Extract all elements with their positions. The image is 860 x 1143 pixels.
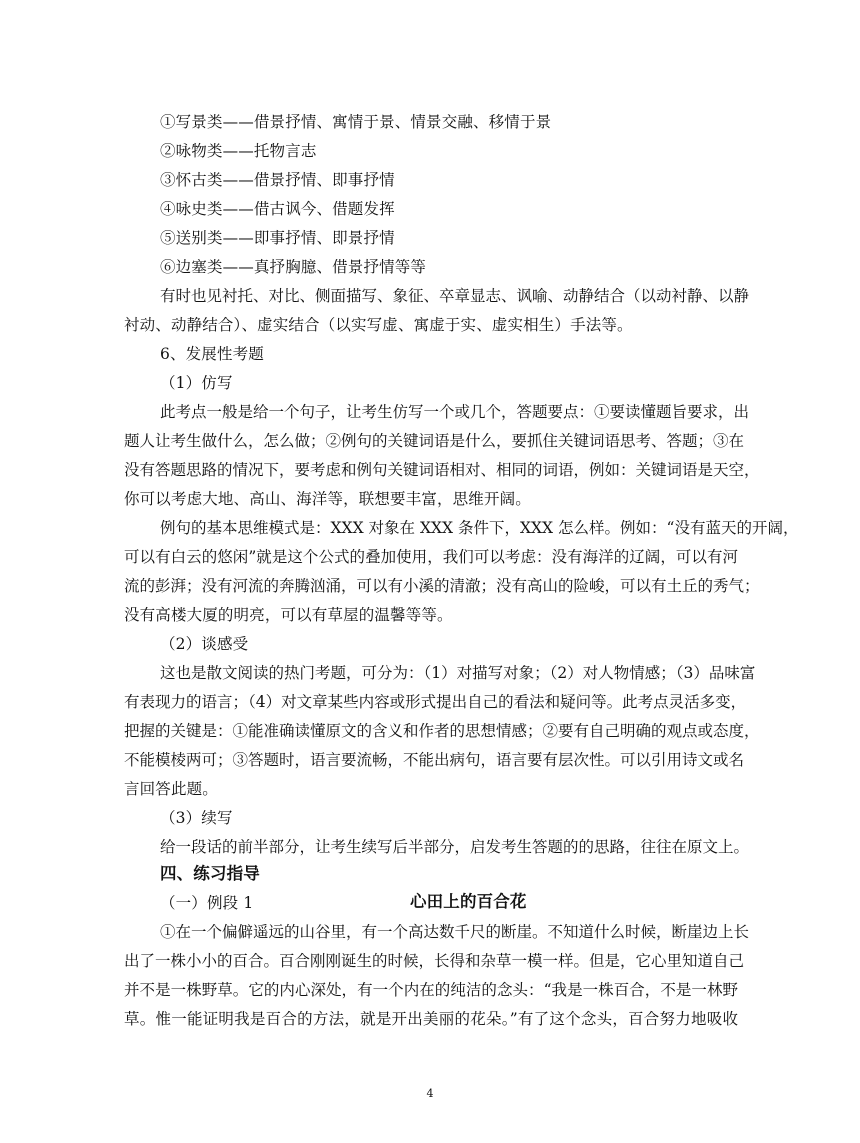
paragraph-line: 出了一株小小的百合。百合刚刚诞生的时候，长得和杂草一模一样。但是，它心里知道自己: [124, 952, 745, 970]
paragraph-line: 给一段话的前半部分，让考生续写后半部分，启发考生答题的的思路，往往在原文上。: [160, 838, 750, 856]
paragraph-line: 此考点一般是给一个句子，让考生仿写一个或几个，答题要点：①要读懂题旨要求，出: [160, 403, 750, 421]
list-item: ④咏史类——借古讽今、借题发挥: [160, 200, 395, 218]
paragraph-line: 流的彭湃；没有河流的奔腾汹涌，可以有小溪的清澈；没有高山的险峻，可以有土丘的秀气；: [124, 577, 760, 595]
paragraph-line: 你可以考虑大地、高山、海洋等，联想要丰富，思维开阔。: [124, 490, 531, 508]
paragraph-line: 不能模棱两可；③答题时，语言要流畅，不能出病句，语言要有层次性。可以引用诗文或名: [124, 751, 745, 769]
paragraph-line: 没有高楼大厦的明亮，可以有草屋的温馨等等。: [124, 606, 453, 624]
list-item: ①写景类——借景抒情、寓情于景、情景交融、移情于景: [160, 113, 552, 131]
paragraph-line: 把握的关键是：①能准确读懂原文的含义和作者的思想情感；②要有自己明确的观点或态度，: [124, 722, 760, 740]
subsection-heading: （2）谈感受: [160, 635, 249, 653]
list-item: ⑤送别类——即事抒情、即景抒情: [160, 229, 395, 247]
example-label: （一）例段 1: [160, 894, 254, 912]
paragraph-line: 衬动、动静结合）、虚实结合（以实写虚、寓虚于实、虚实相生）手法等。: [124, 316, 633, 334]
section-heading: 6、发展性考题: [160, 345, 264, 363]
paragraph-line: 言回答此题。: [124, 780, 218, 798]
subsection-heading: （3）续写: [160, 809, 233, 827]
page-number: 4: [426, 1087, 434, 1100]
paragraph-line: 有表现力的语言；（4）对文章某些内容或形式提出自己的看法和疑问等。此考点灵活多变，: [124, 693, 747, 711]
section-heading: 四、练习指导: [160, 864, 260, 883]
paragraph-line: 有时也见衬托、对比、侧面描写、象征、卒章显志、讽喻、动静结合（以动衬静、以静: [160, 287, 750, 305]
paragraph-line: 这也是散文阅读的热门考题，可分为：（1）对描写对象；（2）对人物情感；（3）品味富: [160, 664, 756, 682]
list-item: ⑥边塞类——真抒胸臆、借景抒情等等: [160, 258, 427, 276]
subsection-heading: （1）仿写: [160, 374, 233, 392]
paragraph-line: 没有答题思路的情况下，要考虑和例句关键词语相对、相同的词语，例如：关键词语是天空，: [124, 461, 760, 479]
paragraph-line: 草。惟一能证明我是百合的方法，就是开出美丽的花朵。”有了这个念头，百合努力地吸收: [124, 1010, 738, 1028]
paragraph-line: 题人让考生做什么，怎么做；②例句的关键词语是什么，要抓住关键词语思考、答题；③在: [124, 432, 745, 450]
article-title: 心田上的百合花: [410, 892, 527, 911]
paragraph-line: 可以有白云的悠闲”就是这个公式的叠加使用，我们可以考虑：没有海洋的辽阔，可以有河: [124, 548, 738, 566]
paragraph-line: 并不是一株野草。它的内心深处，有一个内在的纯洁的念头：“我是一株百合，不是一林野: [124, 981, 738, 999]
list-item: ③怀古类——借景抒情、即事抒情: [160, 171, 395, 189]
paragraph-line: 例句的基本思维模式是：XXX 对象在 XXX 条件下，XXX 怎么样。例如：“没有蓝天的开阔，: [160, 519, 799, 537]
list-item: ②咏物类——托物言志: [160, 142, 317, 160]
paragraph-line: ①在一个偏僻遥远的山谷里，有一个高达数千尺的断崖。不知道什么时候，断崖边上长: [160, 923, 750, 941]
